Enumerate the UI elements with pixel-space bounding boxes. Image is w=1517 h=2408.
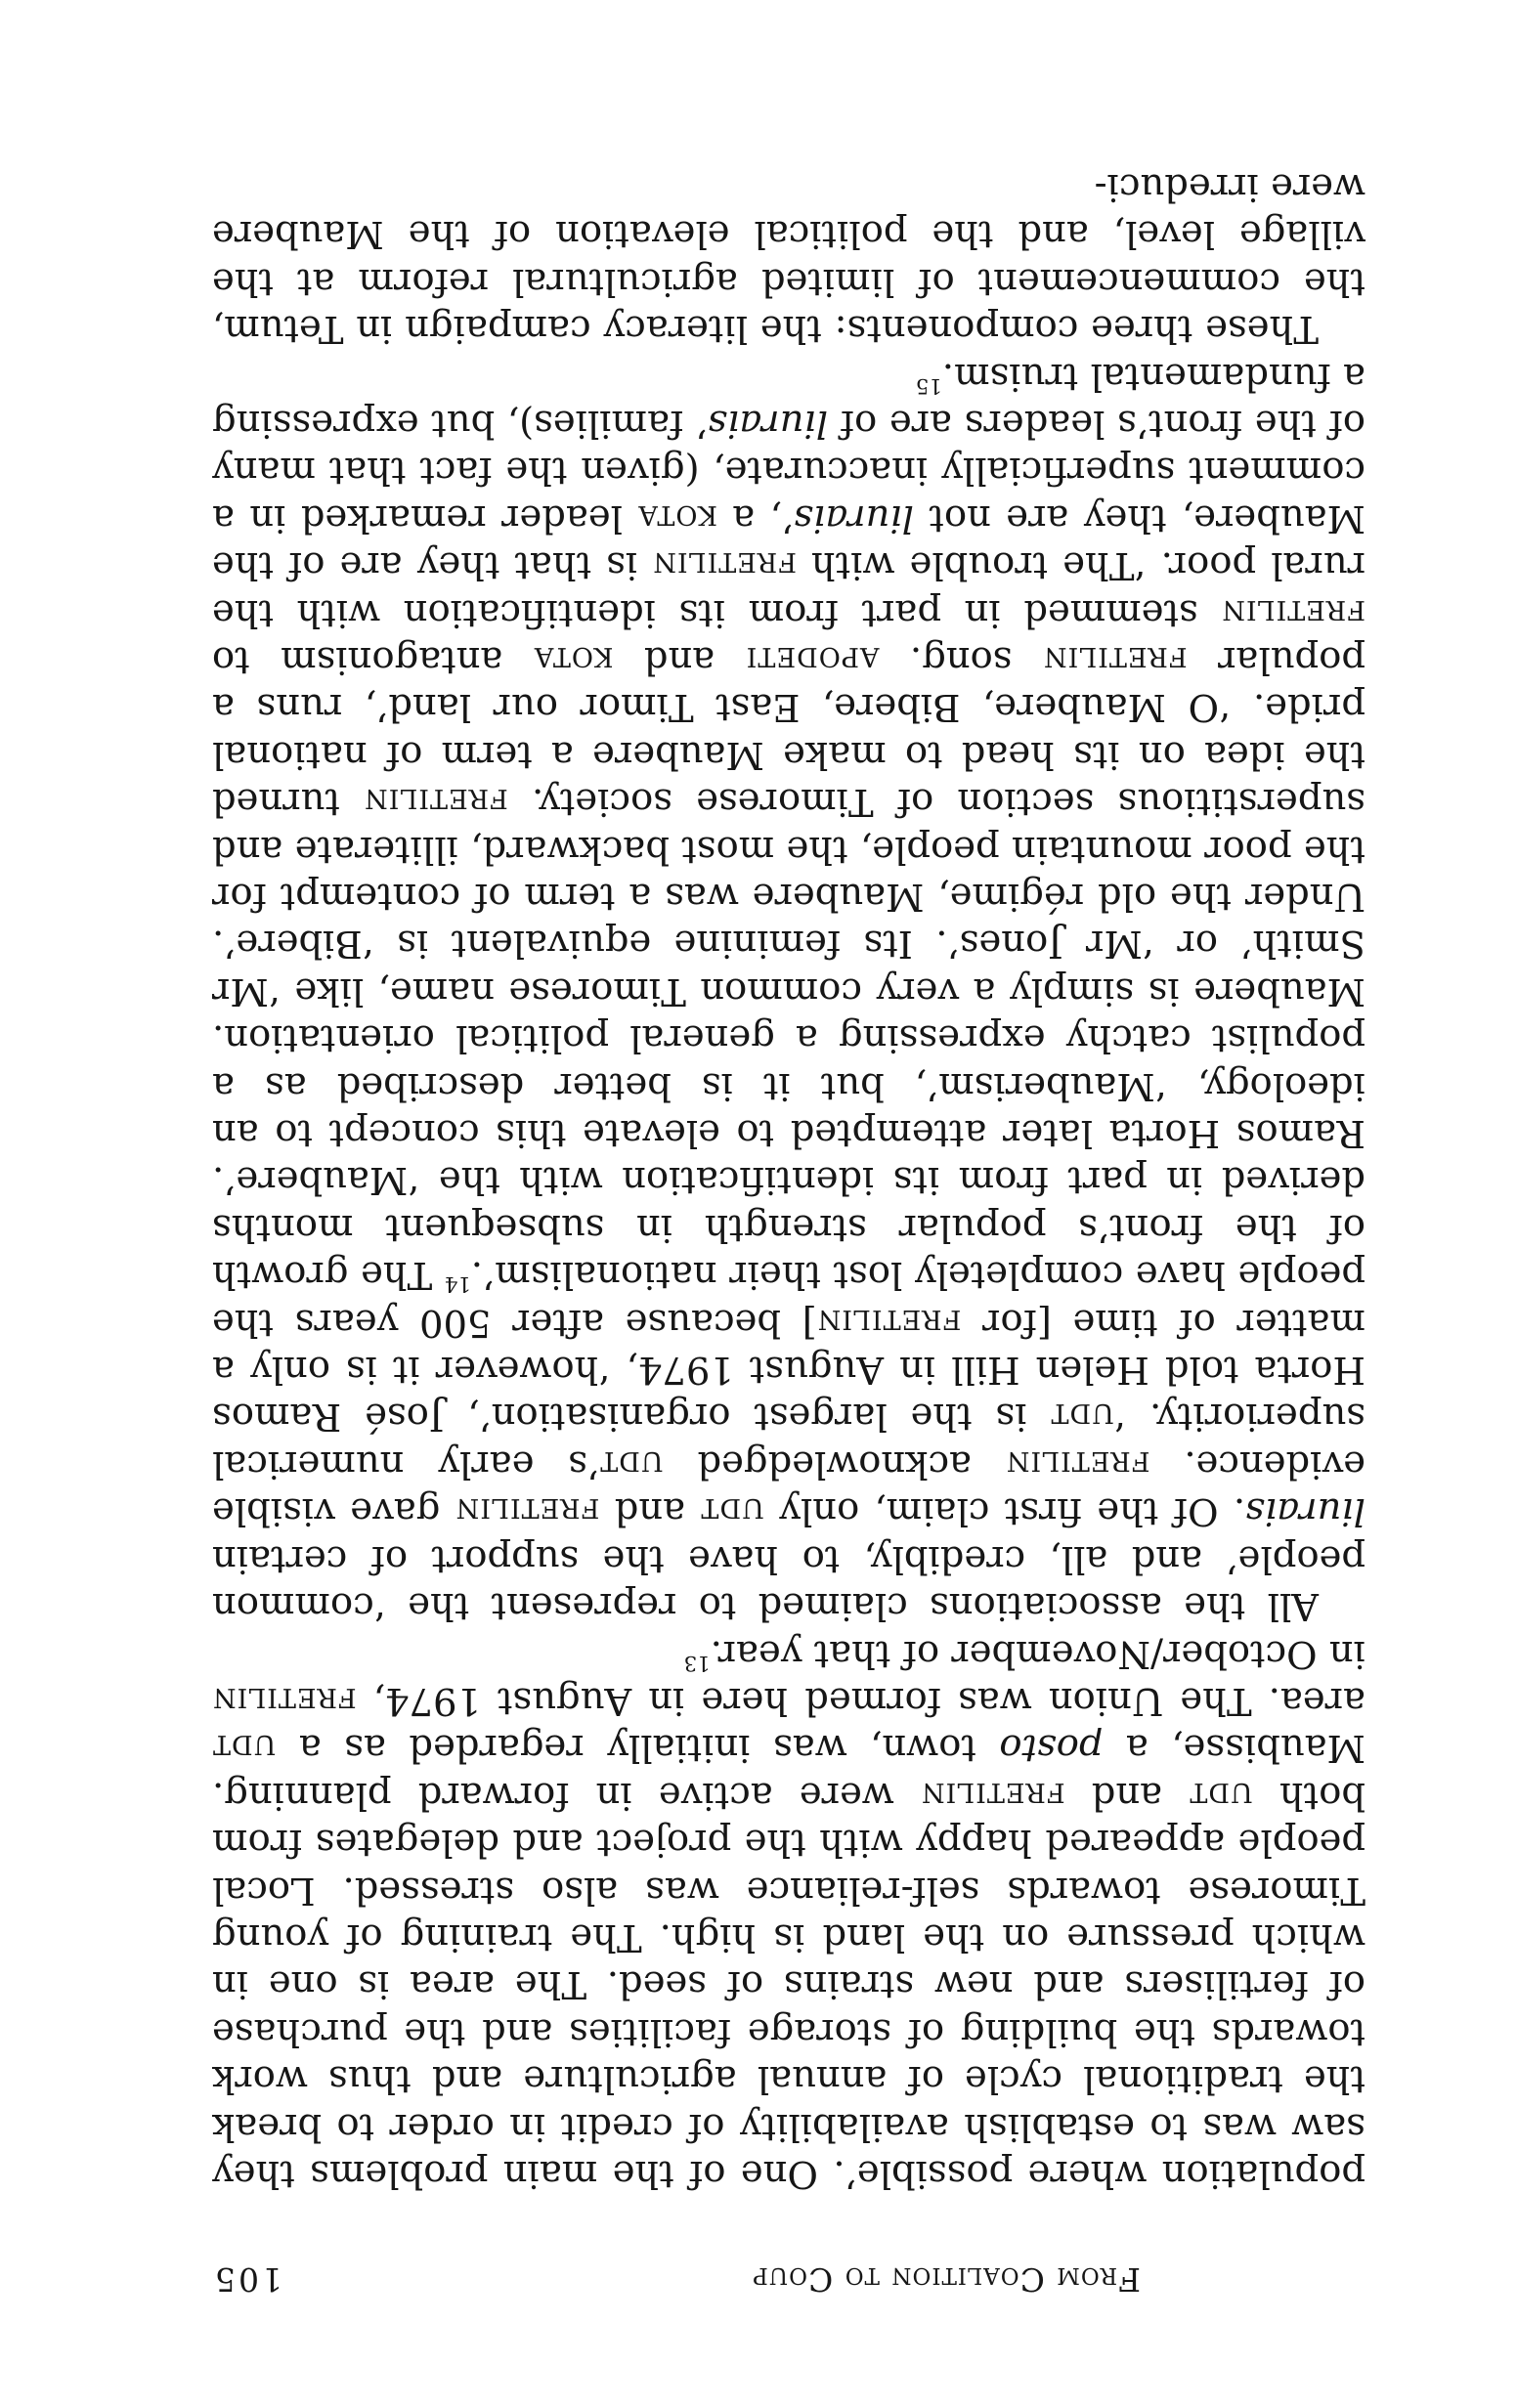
text-run: town, was initially regarded as a (276, 1726, 1000, 1771)
small-caps-text: fretilin (1042, 638, 1188, 682)
text-run: stemmed in part from its identification with the rural poor. ‘The trouble with (212, 543, 1365, 635)
text-run: is the largest organisation’, José Ramos Horta told Helen Hill in August 1974, ‘however it is only a matter of time [for (212, 1300, 1365, 1440)
text-run: area. The Union was formed here in August 1974, (356, 1678, 1365, 1723)
small-caps-text: kota (637, 495, 717, 540)
italic-text: liurais (708, 401, 829, 446)
small-caps-text: fretilin (652, 543, 797, 588)
text-run: ’, a (716, 495, 795, 540)
small-caps-text: udt (1050, 1395, 1114, 1440)
paragraph (212, 1629, 1365, 2197)
small-caps-text: fretilin (1221, 590, 1365, 635)
small-caps-text: fretilin (816, 1300, 962, 1345)
text-run: All the associations claimed to represent the ‘common people’ and all, credibly, to have the support of certain (212, 1536, 1365, 1629)
running-head (212, 2230, 1365, 2299)
text-run: population where possible’. One of the main problems they saw was to establish availability of credit in order to break the traditional cycle of annual agriculture and thus work towards the building of storage facilities and the purchase of fertilisers and new strains of seed. The area is one in which pressure on the land is high. The training of young Timorese towards self-reliance was also stressed. Local people appeared happy with the project and delegates from both (212, 1773, 1365, 2196)
text-run: and (599, 1489, 701, 1534)
running-head-title: From Coalition to Coup (752, 2260, 1141, 2299)
small-caps-text: fretilin (212, 1678, 357, 1723)
small-caps-text: udt (1189, 1773, 1253, 1818)
text-run: ’s early numerical superiority. ‘ (212, 1395, 1365, 1486)
page-number: 105 (212, 2260, 282, 2299)
text-run: These three components: the literacy campaign in Tetum, the commencement of limited agricultural reform at the village level, and the political elevation of the Maubere were irreduci- (212, 164, 1365, 352)
text-run: in October/November of that year. (710, 1631, 1365, 1676)
footnote-reference: 14 (444, 1272, 471, 1298)
small-caps-text: fretilin (920, 1773, 1065, 1818)
body-text (212, 163, 1365, 2197)
text-run: leader remarked in a comment superficially inaccurate, (given the fact that many of the front’s leaders are of (212, 401, 1365, 540)
text-run: is that they are of the Maubere, they are not (212, 495, 1365, 588)
text-run: ’ families), but expressing a fundamental truism. (212, 354, 1365, 446)
text-run: The growth of the front’s popular strength in subsequent months derived in part from its identification with the ‘Maubere’. Ramos Horta later attempted to elevate this concept to an ideology, ‘Mauberism’, but it is better described as a populist catchy expressing a general political orientation. Maubere is simply a very common Timorese name, like ‘Mr Smith’ or ‘Mr Jones’. Its feminine equivalent is ‘Bibere’. Under the old régime, Maubere was a term of contempt for the poor mountain people, the most backward, illiterate and superstitious section of Timorese society. (212, 780, 1365, 1298)
italic-text: liurais (794, 495, 915, 540)
small-caps-text: udt (700, 1489, 764, 1534)
italic-text: liurais (1245, 1489, 1365, 1534)
italic-text: posto (999, 1726, 1104, 1771)
small-caps-text: fretilin (455, 1489, 600, 1534)
text-run: and (1064, 1773, 1190, 1818)
small-caps-text: fretilin (1005, 1441, 1150, 1486)
text-run: antagonism to (212, 638, 534, 682)
text-run: ] because after 500 years the people have completely lost their nationalism’. (212, 1253, 1365, 1345)
page-content (212, 139, 1365, 2299)
text-run: turned the idea on its head to make Maubere a term of national pride. ‘O Maubere, Bibere, East Timor our land’, runs a popular (212, 638, 1365, 825)
text-run: gave visible evidence. (212, 1441, 1365, 1534)
text-run: song. (879, 638, 1043, 682)
text-run: . Of the first claim, only (763, 1489, 1246, 1534)
small-caps-text: udt (599, 1441, 664, 1486)
small-caps-text: apodeti (745, 638, 880, 682)
text-run: and (613, 638, 746, 682)
footnote-reference: 13 (683, 1651, 711, 1676)
footnote-reference: 15 (915, 373, 942, 399)
paragraph (212, 163, 1365, 353)
text-run: acknowledged (663, 1441, 1006, 1486)
small-caps-text: fretilin (364, 780, 508, 825)
small-caps-text: kota (533, 638, 614, 682)
small-caps-text: udt (212, 1726, 277, 1771)
text-run: were active in forward planning. Maubisse, a (212, 1726, 1365, 1818)
paragraph (212, 352, 1365, 1629)
